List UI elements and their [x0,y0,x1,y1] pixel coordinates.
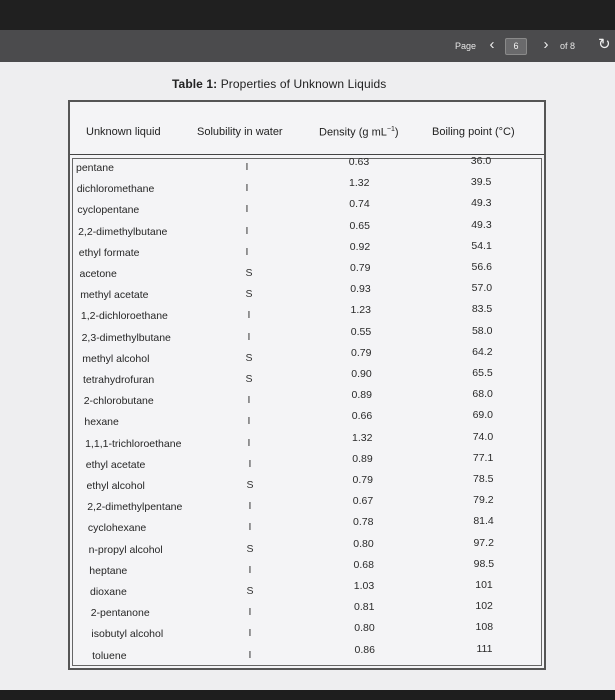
density-value: 0.68 [353,558,374,571]
density-value: 0.79 [351,346,372,359]
page-number-input[interactable]: 6 [505,38,527,55]
boiling-point-value: 101 [475,579,493,591]
header-unknown-liquid: Unknown liquid [86,126,161,138]
density-value: 1.32 [352,431,373,444]
density-value: 0.78 [353,516,374,529]
pdf-toolbar [0,30,615,62]
liquid-name: cyclopentane [77,204,140,217]
density-value: 0.81 [354,601,375,614]
liquid-name: ethyl formate [78,246,140,259]
boiling-point-value: 108 [475,621,494,634]
solubility-value: I [248,648,252,661]
liquid-name: dichloromethane [76,183,155,196]
density-value: 0.79 [350,262,371,274]
solubility-value: S [246,542,254,555]
next-page-icon[interactable]: › [543,36,549,53]
solubility-value: S [245,373,253,385]
page-label: Page [455,41,477,51]
liquid-name: ethyl alcohol [86,480,145,492]
solubility-value: I [248,606,252,619]
solubility-value: I [247,309,251,322]
liquid-name: 2-pentanone [90,607,150,620]
solubility-value: I [247,394,251,407]
liquid-name: isobutyl alcohol [91,628,164,641]
solubility-value: I [245,182,249,195]
solubility-value: I [245,224,249,237]
boiling-point-value: 64.2 [472,345,493,358]
liquid-name: 2,2-dimethylbutane [78,225,168,238]
boiling-point-value: 65.5 [472,367,493,379]
liquid-name: hexane [84,416,119,429]
density-value: 0.80 [354,622,375,635]
solubility-value: S [246,479,254,491]
density-value: 0.89 [351,389,372,402]
solubility-value: I [248,627,252,640]
previous-page-icon[interactable]: ‹ [489,36,495,53]
density-value: 0.67 [352,495,374,508]
boiling-point-value: 111 [476,642,493,655]
refresh-icon[interactable]: ↻ [598,36,611,53]
boiling-point-value: 79.2 [473,494,494,507]
boiling-point-value: 83.5 [471,303,493,316]
density-value: 0.93 [350,283,371,296]
density-value: 0.80 [353,537,374,550]
liquid-name: 2,3-dimethylbutane [81,331,171,344]
liquid-name: methyl acetate [80,289,149,302]
solubility-value: S [245,351,253,364]
density-value: 0.89 [352,452,373,465]
solubility-value: I [248,521,252,534]
density-value: 1.23 [350,304,371,317]
solubility-value: I [248,457,252,470]
solubility-value: S [245,288,253,301]
density-value: 0.90 [351,368,372,380]
liquid-name: cyclohexane [87,522,147,535]
solubility-value: S [246,585,254,597]
header-density: Density (g $mL^{-1}$) [319,126,399,139]
solubility-value: I [245,161,249,173]
density-value: 0.66 [351,410,373,423]
solubility-value: S [245,267,253,279]
table-caption [172,77,386,91]
liquid-name: 2-chlorobutane [83,395,154,408]
boiling-point-value: 77.1 [472,451,494,464]
density-value: 0.65 [349,219,370,232]
solubility-value: I [245,203,249,216]
liquid-name: toluene [92,649,127,662]
boiling-point-value: 36.0 [470,155,492,167]
boiling-point-value: 49.3 [471,197,492,210]
boiling-point-value: 49.3 [471,218,492,231]
liquid-name: 1,2-dichloroethane [80,310,168,323]
boiling-point-value: 102 [475,600,493,613]
boiling-point-value: 74.0 [472,430,494,443]
boiling-point-value: 39.5 [470,176,492,189]
page-count-label: of 8 [560,41,576,51]
boiling-point-value: 69.0 [472,409,494,422]
caption-text: Properties of Unknown Liquids [217,77,387,91]
density-value: 1.32 [349,177,370,190]
liquid-name: dioxane [90,586,127,598]
density-value: 0.63 [348,156,370,168]
liquid-name: methyl alcohol [82,352,150,365]
liquid-name: n-propyl alcohol [88,543,163,556]
density-value: 0.92 [349,240,371,253]
boiling-point-value: 56.6 [471,261,492,273]
liquid-name: 2,2-dimethylpentane [87,501,183,514]
liquid-name: ethyl acetate [85,458,146,471]
properties-table [68,100,546,670]
liquid-name: heptane [89,564,128,577]
solubility-value: I [248,563,252,576]
boiling-point-value: 57.0 [471,282,493,295]
header-boiling-point: Boiling point (°C) [432,126,515,138]
boiling-point-value: 78.5 [473,473,494,485]
solubility-value: I [247,330,251,343]
density-value: 0.74 [349,198,370,211]
header-solubility: Solubility in water [197,126,283,138]
liquid-name: tetrahydrofuran [83,374,155,386]
table-body [72,155,542,666]
boiling-point-value: 58.0 [471,324,493,337]
liquid-name: pentane [76,162,114,174]
boiling-point-value: 54.1 [471,239,492,252]
density-value: 0.86 [354,643,375,656]
liquid-name: acetone [79,268,117,280]
boiling-point-value: 81.4 [473,515,494,528]
top-dark-band [0,0,615,30]
boiling-point-value: 68.0 [472,388,493,401]
density-value: 0.55 [350,325,372,338]
density-value: 1.03 [353,580,375,592]
density-value: 0.79 [352,474,373,486]
solubility-value: I [247,415,251,428]
boiling-point-value: 98.5 [473,557,495,570]
solubility-value: I [248,500,252,513]
liquid-name: 1,1,1-trichloroethane [85,437,182,450]
solubility-value: I [245,245,249,258]
solubility-value: I [247,436,251,449]
caption-label: Table 1: [172,77,218,91]
boiling-point-value: 97.2 [473,536,494,549]
